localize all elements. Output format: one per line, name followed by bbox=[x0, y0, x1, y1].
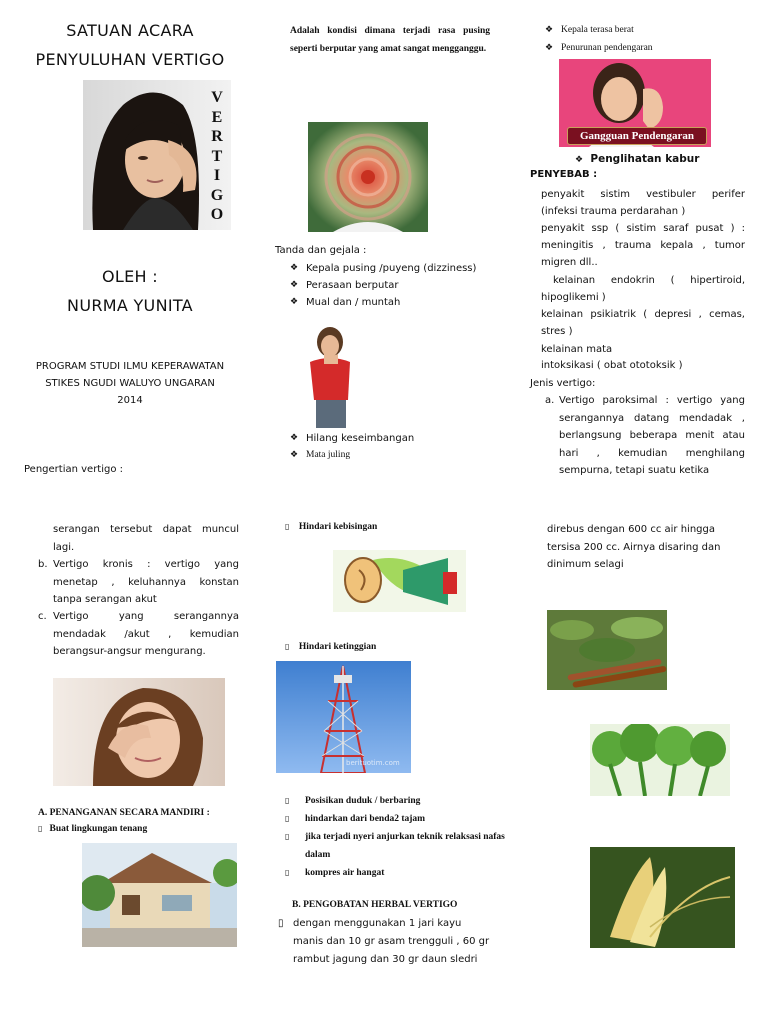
tower-height-photo bbox=[276, 661, 411, 773]
list-item bbox=[285, 864, 505, 882]
list-item bbox=[290, 430, 490, 447]
jenis-b-text: Vertigo kronis : vertigo yang menetap , keluhannya konstan tanpa serangan akut bbox=[53, 559, 239, 605]
vertigo-letter: E bbox=[211, 108, 223, 126]
diamond-bullet-icon: ❖ bbox=[290, 433, 299, 443]
hearing-caption: Gangguan Pendengaran bbox=[580, 130, 694, 142]
jenis-c-text: Vertigo yang serangannya mendadak /akut , kemudian berangsur-angsur mengurang. bbox=[53, 611, 239, 657]
penglihatan-item bbox=[575, 151, 755, 168]
symptom-text: Mual dan / muntah bbox=[306, 297, 401, 308]
diamond-bullet-icon: ❖ bbox=[575, 155, 584, 165]
symptom-text: Kepala terasa berat bbox=[561, 25, 634, 35]
vertigo-letter: I bbox=[213, 167, 221, 184]
symptom-text: Mata juling bbox=[306, 450, 351, 460]
hindari-tinggi-item bbox=[285, 642, 485, 652]
penyebab-heading: PENYEBAB : bbox=[530, 169, 598, 180]
cause-item: intoksikasi ( obat ototoksik ) bbox=[541, 360, 683, 371]
tips-list bbox=[285, 792, 505, 882]
vertigo-definition: Adalah kondisi dimana terjadi rasa pusing seperti berputar yang amat sangat mengganggu. bbox=[290, 26, 490, 54]
vertigo-letter: O bbox=[210, 206, 224, 223]
symptom-text: Penurunan pendengaran bbox=[561, 43, 653, 53]
tip-text: kompres air hangat bbox=[305, 868, 385, 878]
diamond-bullet-icon: ❖ bbox=[545, 43, 554, 53]
symptom-list-1 bbox=[290, 260, 490, 311]
penglihatan-text: Penglihatan kabur bbox=[590, 153, 700, 165]
square-bullet-icon: ▯ bbox=[38, 824, 43, 833]
cause-item: penyakit ssp ( sistim saraf pusat ) : meningitis , trauma kepala , tumor migren dll.. bbox=[541, 223, 745, 268]
list-item bbox=[285, 810, 505, 828]
hindari-bising-text: Hindari kebisingan bbox=[298, 522, 378, 532]
tanda-heading: Tanda dan gejala : bbox=[275, 245, 367, 256]
diamond-bullet-icon: ❖ bbox=[290, 280, 299, 290]
mandiri-text: Buat lingkungan tenang bbox=[49, 824, 148, 834]
cause-item: kelainan endokrin ( hipertiroid, hipoglikemi ) bbox=[541, 275, 745, 303]
hindari-bising-item bbox=[285, 522, 485, 532]
diamond-bullet-icon: ❖ bbox=[290, 263, 299, 273]
symptom-text: Perasaan berputar bbox=[306, 280, 399, 291]
cause-item: kelainan psikiatrik ( depresi , cemas, stres ) bbox=[541, 309, 745, 337]
jenis-heading: Jenis vertigo: bbox=[530, 378, 596, 389]
square-bullet-icon: ▯ bbox=[285, 522, 290, 531]
symptom-text: Kepala pusing /puyeng (dizziness) bbox=[306, 263, 477, 274]
section-b-heading: B. PENGOBATAN HERBAL VERTIGO bbox=[292, 900, 458, 910]
nausea-woman-photo bbox=[278, 322, 418, 428]
list-item bbox=[290, 294, 490, 311]
list-item bbox=[290, 447, 490, 464]
tip-text: hindarkan dari benda2 tajam bbox=[305, 814, 426, 824]
corn-silk-photo bbox=[590, 847, 735, 948]
square-bullet-icon: ▯ bbox=[285, 868, 290, 877]
list-item bbox=[545, 39, 745, 57]
school-name: STIKES NGUDI WALUYO UNGARAN bbox=[45, 378, 215, 389]
list-item bbox=[545, 21, 745, 39]
tower-watermark: berituotim.com bbox=[346, 759, 400, 767]
oleh-label: OLEH : bbox=[102, 267, 158, 286]
herbal-text: dengan menggunakan 1 jari kayu manis dan 10 gr asam trengguli , 60 gr rambut jagung dan 30 gr daun sledri bbox=[293, 918, 490, 965]
vertigo-letter: G bbox=[210, 186, 224, 204]
hearing-loss-photo bbox=[559, 59, 711, 147]
tip-text: Posisikan duduk / berbaring bbox=[305, 796, 421, 806]
jenis-b-label: b. bbox=[38, 559, 48, 570]
symptom-list-2 bbox=[290, 430, 490, 464]
list-item bbox=[285, 828, 505, 864]
cause-item: kelainan mata bbox=[541, 344, 613, 355]
jenis-a-text: Vertigo paroksimal : vertigo yang serangannya datang mendadak , berlangsung beberapa menit atau hari , kemudian menghilang sempurna, tetapi suatu ketika bbox=[559, 395, 745, 476]
jenis-c-label: c. bbox=[38, 611, 47, 622]
vertigo-letter: R bbox=[211, 128, 223, 145]
headache-woman-photo bbox=[53, 678, 225, 786]
square-bullet-icon: ▯ bbox=[285, 796, 290, 805]
symptom-list-3 bbox=[545, 21, 745, 57]
list-item bbox=[285, 792, 505, 810]
diamond-bullet-icon: ❖ bbox=[545, 25, 554, 35]
hindari-tinggi-text: Hindari ketinggian bbox=[298, 642, 377, 652]
program-name: PROGRAM STUDI ILMU KEPERAWATAN bbox=[35, 361, 225, 372]
square-bullet-icon: ▯ bbox=[285, 832, 290, 841]
symptom-text: Hilang keseimbangan bbox=[306, 433, 415, 444]
vertigo-vertical-word bbox=[207, 88, 227, 225]
cause-item: penyakit sistim vestibuler perifer (infeksi trauma perdarahan ) bbox=[541, 189, 745, 217]
hearing-caption-banner bbox=[567, 127, 707, 145]
title-line2: PENYULUHAN VERTIGO bbox=[35, 50, 225, 69]
noise-megaphone-illustration bbox=[333, 550, 466, 612]
spinning-head-photo bbox=[308, 122, 428, 232]
square-bullet-icon: ▯ bbox=[285, 814, 290, 823]
author-name: NURMA YUNITA bbox=[67, 296, 193, 315]
year: 2014 bbox=[117, 395, 143, 406]
list-item bbox=[290, 260, 490, 277]
pengertian-heading: Pengertian vertigo : bbox=[24, 464, 124, 475]
quiet-house-photo bbox=[82, 843, 237, 947]
celery-photo bbox=[590, 724, 730, 796]
herbal-continued: direbus dengan 600 cc air hingga tersisa 200 cc. Airnya disaring dan dinimum selagi bbox=[547, 524, 721, 570]
tip-text: jika terjadi nyeri anjurkan teknik relaksasi nafas dalam bbox=[305, 832, 505, 860]
diamond-bullet-icon: ❖ bbox=[290, 450, 299, 460]
vertigo-letter: T bbox=[211, 147, 223, 165]
list-item bbox=[290, 277, 490, 294]
vertigo-letter: V bbox=[211, 89, 223, 106]
jenis-a-continued: serangan tersebut dapat muncul lagi. bbox=[53, 524, 239, 553]
square-bullet-icon: ▯ bbox=[285, 642, 290, 651]
square-bullet-icon: ▯ bbox=[278, 918, 284, 929]
title-line1: SATUAN ACARA bbox=[66, 21, 194, 40]
mandiri-item-1 bbox=[38, 824, 238, 834]
section-a-heading: A. PENANGANAN SECARA MANDIRI : bbox=[38, 808, 210, 818]
jenis-a-label: a. bbox=[545, 395, 555, 406]
diamond-bullet-icon: ❖ bbox=[290, 297, 299, 307]
cinnamon-photo bbox=[547, 610, 667, 690]
vertigo-woman-photo bbox=[83, 80, 231, 230]
